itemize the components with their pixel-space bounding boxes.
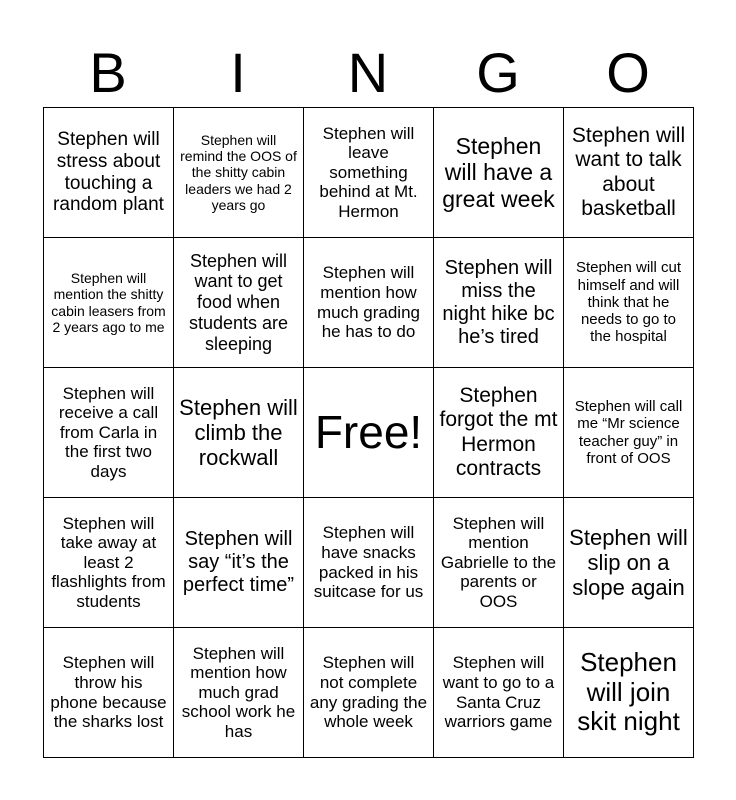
bingo-cell[interactable]: Stephen will want to talk about basketball [564,108,694,238]
bingo-cell[interactable]: Stephen will slip on a slope again [564,498,694,628]
bingo-cell[interactable]: Stephen will not complete any grading the whole week [304,628,434,758]
bingo-cell[interactable]: Stephen will miss the night hike bc he’s tired [434,238,564,368]
bingo-cell[interactable]: Stephen will mention the shitty cabin leasers from 2 years ago to me [44,238,174,368]
bingo-cell[interactable]: Stephen will cut himself and will think that he needs to go to the hospital [564,238,694,368]
bingo-grid [43,107,694,758]
header-letter-o: O [606,41,650,104]
bingo-cell[interactable]: Stephen will stress about touching a random plant [44,108,174,238]
bingo-header [43,40,693,106]
bingo-cell[interactable]: Stephen will have snacks packed in his suitcase for us [304,498,434,628]
header-letter-i: I [230,41,246,104]
bingo-cell[interactable]: Stephen will join skit night [564,628,694,758]
bingo-cell[interactable]: Stephen will leave something behind at Mt. Hermon [304,108,434,238]
bingo-row [44,108,694,238]
bingo-cell[interactable]: Stephen will throw his phone because the sharks lost [44,628,174,758]
bingo-cell[interactable]: Stephen will remind the OOS of the shitty cabin leaders we had 2 years go [174,108,304,238]
header-letter-b: B [89,41,127,104]
bingo-cell[interactable]: Stephen will receive a call from Carla in the first two days [44,368,174,498]
bingo-row [44,628,694,758]
bingo-cell[interactable]: Stephen will have a great week [434,108,564,238]
bingo-row [44,498,694,628]
bingo-cell[interactable]: Stephen will mention how much grading he has to do [304,238,434,368]
bingo-cell[interactable]: Stephen will climb the rockwall [174,368,304,498]
bingo-cell[interactable]: Stephen forgot the mt Hermon contracts [434,368,564,498]
header-letter-n: N [347,41,389,104]
bingo-row [44,368,694,498]
free-space-cell[interactable]: Free! [304,368,434,498]
header-letter-g: G [476,41,520,104]
bingo-cell[interactable]: Stephen will call me “Mr science teacher guy” in front of OOS [564,368,694,498]
bingo-cell[interactable]: Stephen will mention how much grad school work he has [174,628,304,758]
bingo-row [44,238,694,368]
bingo-cell[interactable]: Stephen will want to go to a Santa Cruz warriors game [434,628,564,758]
bingo-cell[interactable]: Stephen will take away at least 2 flashlights from students [44,498,174,628]
bingo-cell[interactable]: Stephen will say “it’s the perfect time” [174,498,304,628]
bingo-cell[interactable]: Stephen will mention Gabrielle to the parents or OOS [434,498,564,628]
bingo-cell[interactable]: Stephen will want to get food when students are sleeping [174,238,304,368]
